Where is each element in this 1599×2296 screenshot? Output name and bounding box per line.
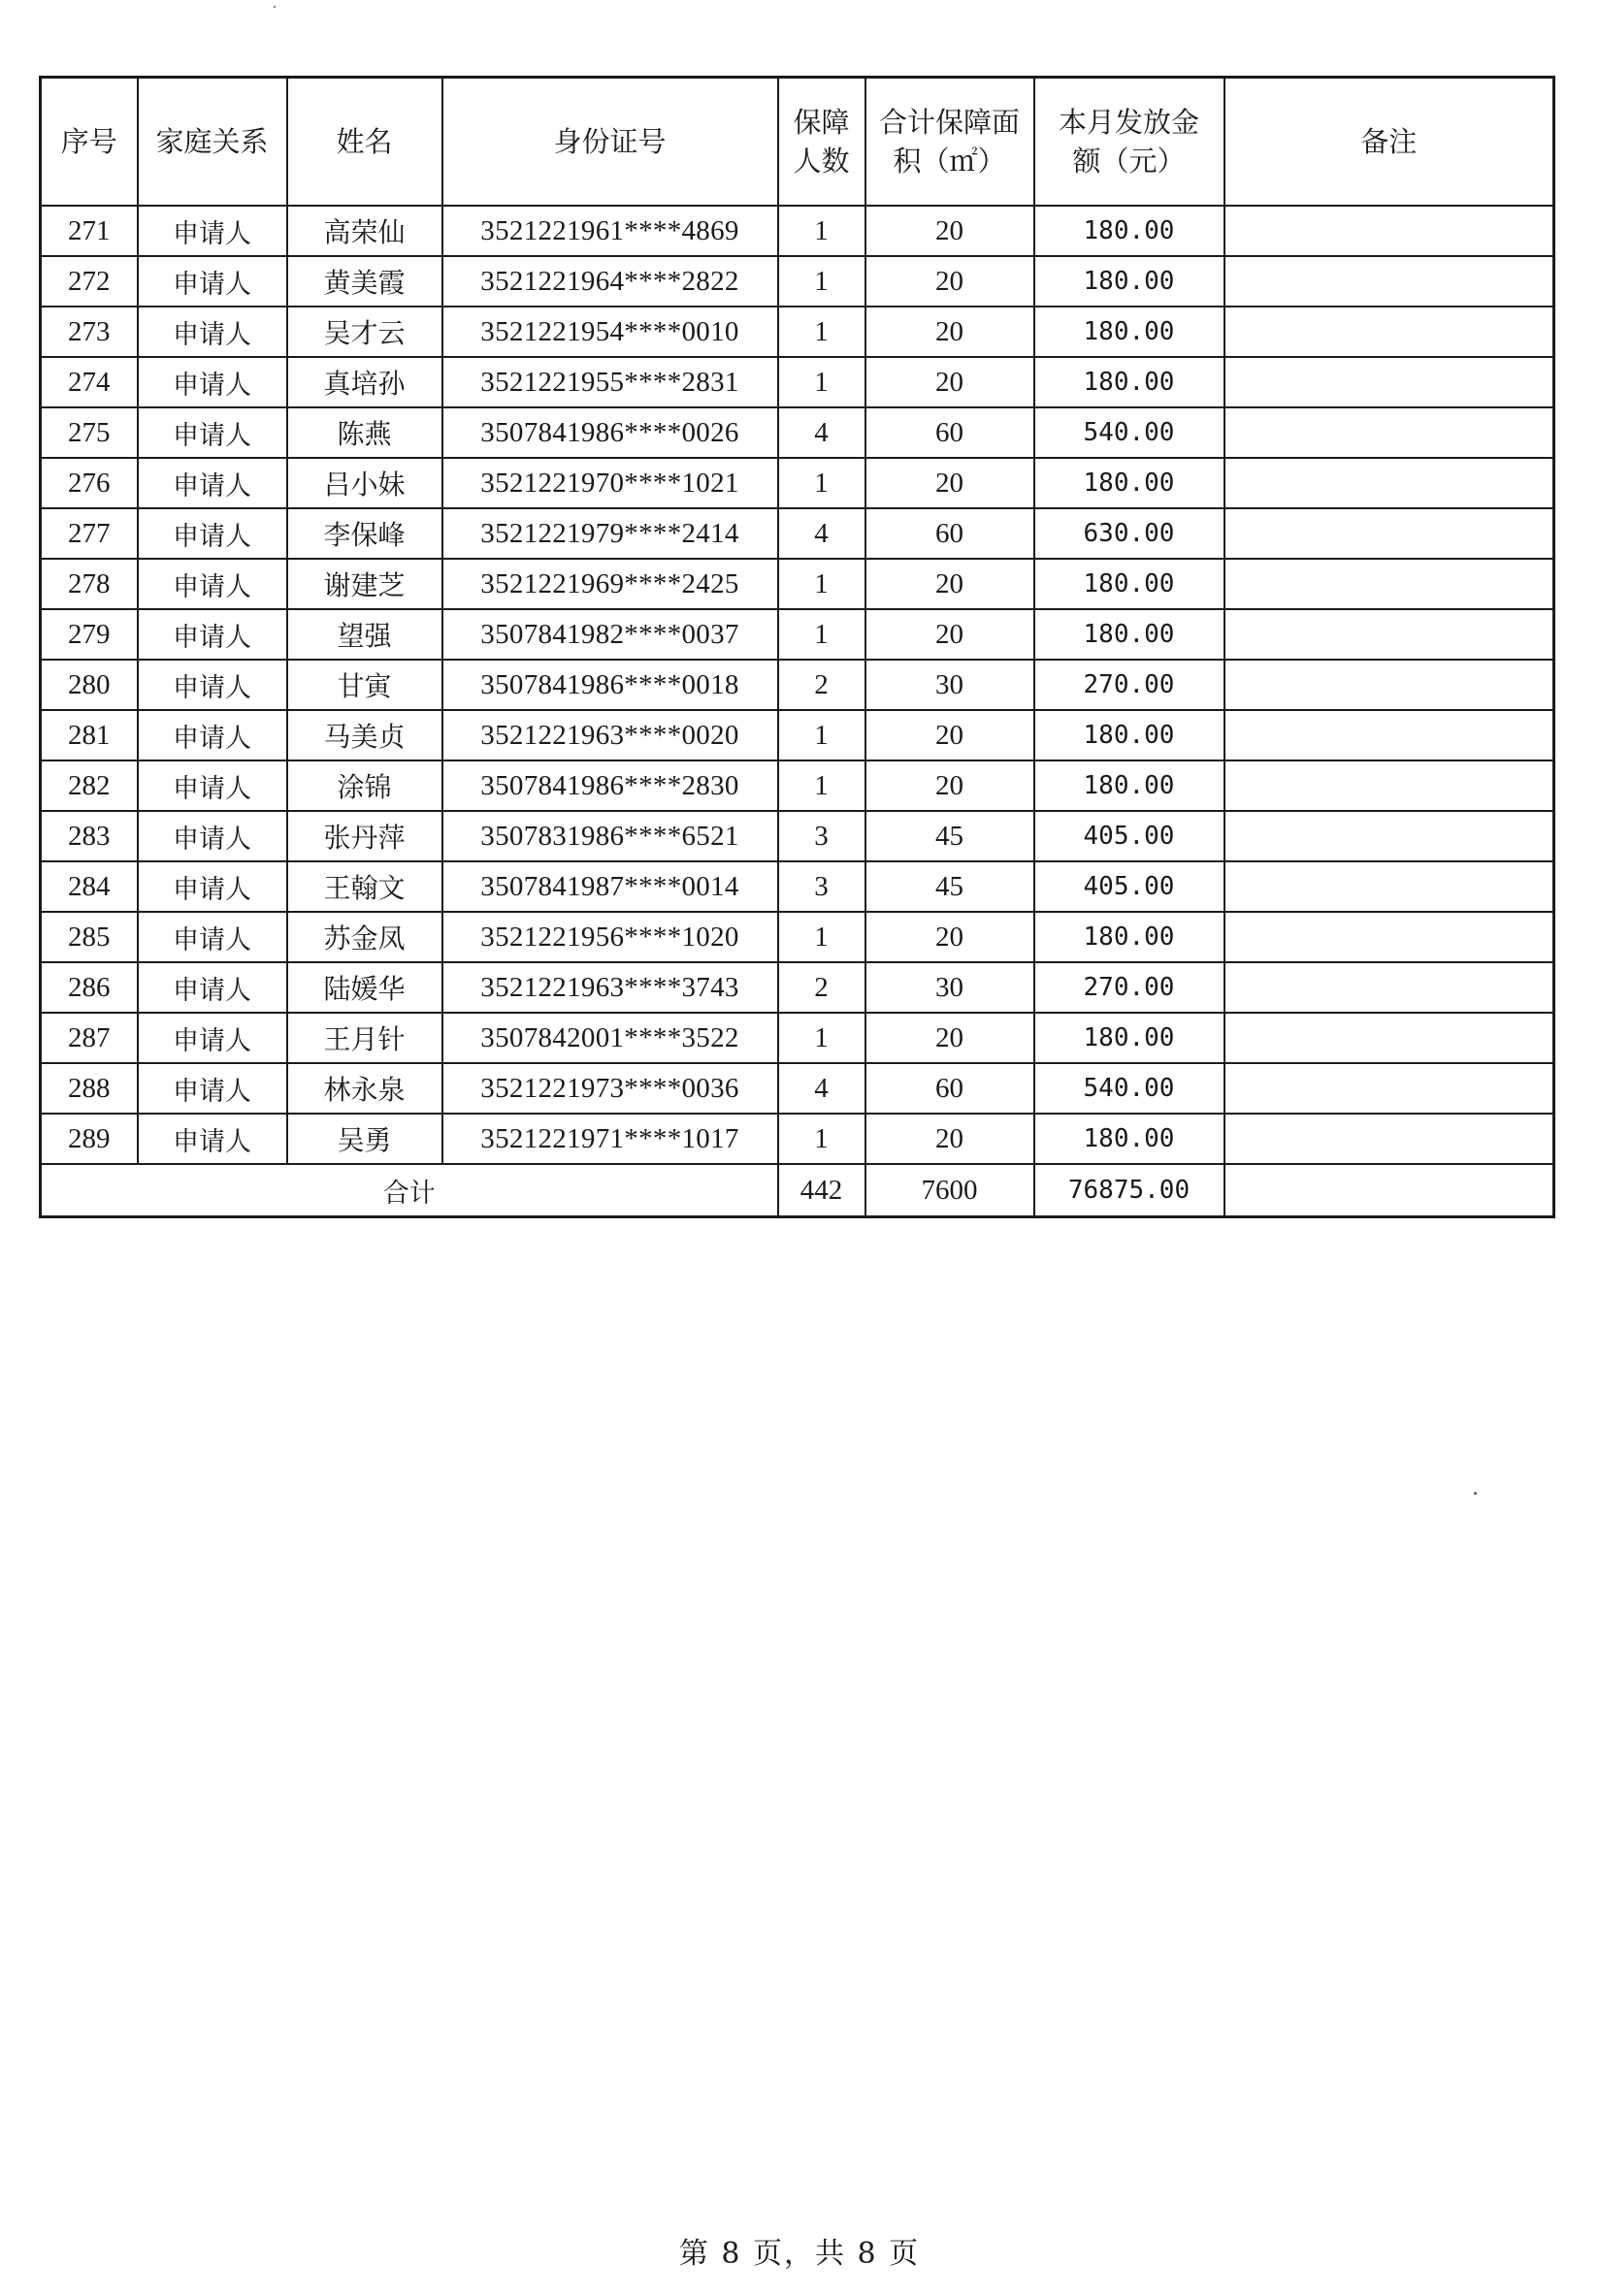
- cell-relation: 申请人: [138, 760, 287, 811]
- cell-persons: 2: [778, 660, 865, 710]
- table-row: [41, 861, 1554, 912]
- cell-id-number: 3521221979****2414: [442, 508, 778, 559]
- table-row: [41, 407, 1554, 458]
- cell-persons: 1: [778, 458, 865, 508]
- cell-relation: 申请人: [138, 559, 287, 609]
- table-row: [41, 357, 1554, 407]
- cell-seq: 286: [41, 962, 138, 1013]
- cell-relation: 申请人: [138, 609, 287, 660]
- cell-seq: 274: [41, 357, 138, 407]
- cell-persons: 3: [778, 811, 865, 861]
- cell-amount: 180.00: [1034, 458, 1224, 508]
- cell-relation: 申请人: [138, 407, 287, 458]
- cell-relation: 申请人: [138, 660, 287, 710]
- table-row: [41, 458, 1554, 508]
- cell-id-number: 3521221969****2425: [442, 559, 778, 609]
- cell-area: 20: [865, 1114, 1034, 1164]
- cell-amount: 180.00: [1034, 559, 1224, 609]
- cell-area: 20: [865, 710, 1034, 760]
- cell-amount: 180.00: [1034, 710, 1224, 760]
- allowance-table-sheet: [39, 76, 1552, 1218]
- cell-seq: 289: [41, 1114, 138, 1164]
- cell-remark: [1224, 861, 1554, 912]
- cell-seq: 273: [41, 307, 138, 357]
- cell-relation: 申请人: [138, 458, 287, 508]
- table-row: [41, 710, 1554, 760]
- cell-relation: 申请人: [138, 1063, 287, 1114]
- cell-area: 20: [865, 307, 1034, 357]
- cell-remark: [1224, 1013, 1554, 1063]
- cell-seq: 283: [41, 811, 138, 861]
- cell-amount: 270.00: [1034, 660, 1224, 710]
- cell-amount: 180.00: [1034, 206, 1224, 256]
- cell-amount: 405.00: [1034, 861, 1224, 912]
- cell-persons: 1: [778, 1114, 865, 1164]
- table-row: [41, 660, 1554, 710]
- cell-amount: 180.00: [1034, 307, 1224, 357]
- cell-seq: 280: [41, 660, 138, 710]
- cell-area: 30: [865, 962, 1034, 1013]
- table-row: [41, 1114, 1554, 1164]
- cell-id-number: 3521221955****2831: [442, 357, 778, 407]
- table-body: [41, 206, 1554, 1164]
- cell-seq: 285: [41, 912, 138, 962]
- cell-remark: [1224, 407, 1554, 458]
- cell-name: 苏金凤: [287, 912, 442, 962]
- cell-name: 陆媛华: [287, 962, 442, 1013]
- scan-speck: [274, 6, 276, 8]
- table-row: [41, 609, 1554, 660]
- cell-seq: 277: [41, 508, 138, 559]
- cell-area: 20: [865, 1013, 1034, 1063]
- cell-area: 20: [865, 357, 1034, 407]
- total-remark: [1224, 1164, 1554, 1217]
- header-area: 合计保障面积（㎡）: [865, 78, 1034, 207]
- cell-remark: [1224, 508, 1554, 559]
- cell-remark: [1224, 458, 1554, 508]
- cell-seq: 276: [41, 458, 138, 508]
- cell-name: 李保峰: [287, 508, 442, 559]
- cell-name: 吴勇: [287, 1114, 442, 1164]
- cell-relation: 申请人: [138, 912, 287, 962]
- table-row: [41, 206, 1554, 256]
- cell-area: 20: [865, 912, 1034, 962]
- cell-area: 60: [865, 1063, 1034, 1114]
- header-persons: 保障人数: [778, 78, 865, 207]
- cell-name: 马美贞: [287, 710, 442, 760]
- table-row: [41, 962, 1554, 1013]
- cell-id-number: 3507842001****3522: [442, 1013, 778, 1063]
- cell-persons: 4: [778, 1063, 865, 1114]
- cell-id-number: 3507841986****0018: [442, 660, 778, 710]
- cell-remark: [1224, 710, 1554, 760]
- page-footer: 第 8 页，共 8 页: [678, 2237, 921, 2271]
- cell-name: 吴才云: [287, 307, 442, 357]
- cell-area: 45: [865, 811, 1034, 861]
- cell-amount: 270.00: [1034, 962, 1224, 1013]
- cell-persons: 1: [778, 256, 865, 307]
- cell-area: 45: [865, 861, 1034, 912]
- cell-id-number: 3521221973****0036: [442, 1063, 778, 1114]
- total-amount: 76875.00: [1034, 1164, 1224, 1217]
- cell-relation: 申请人: [138, 1013, 287, 1063]
- cell-id-number: 3521221961****4869: [442, 206, 778, 256]
- cell-remark: [1224, 559, 1554, 609]
- cell-persons: 4: [778, 508, 865, 559]
- cell-remark: [1224, 307, 1554, 357]
- cell-relation: 申请人: [138, 206, 287, 256]
- cell-id-number: 3507831986****6521: [442, 811, 778, 861]
- cell-area: 60: [865, 407, 1034, 458]
- total-area: 7600: [865, 1164, 1034, 1217]
- cell-amount: 540.00: [1034, 1063, 1224, 1114]
- cell-amount: 180.00: [1034, 357, 1224, 407]
- cell-id-number: 3521221971****1017: [442, 1114, 778, 1164]
- cell-name: 高荣仙: [287, 206, 442, 256]
- table-row: [41, 1063, 1554, 1114]
- header-relation: 家庭关系: [138, 78, 287, 207]
- cell-name: 望强: [287, 609, 442, 660]
- cell-amount: 180.00: [1034, 609, 1224, 660]
- table-row: [41, 559, 1554, 609]
- total-persons: 442: [778, 1164, 865, 1217]
- table-row: [41, 307, 1554, 357]
- header-name: 姓名: [287, 78, 442, 207]
- cell-relation: 申请人: [138, 962, 287, 1013]
- cell-persons: 1: [778, 559, 865, 609]
- allowance-table: [39, 76, 1555, 1218]
- cell-id-number: 3521221956****1020: [442, 912, 778, 962]
- cell-id-number: 3521221963****3743: [442, 962, 778, 1013]
- header-seq: 序号: [41, 78, 138, 207]
- cell-area: 20: [865, 256, 1034, 307]
- cell-seq: 281: [41, 710, 138, 760]
- cell-persons: 1: [778, 206, 865, 256]
- cell-name: 谢建芝: [287, 559, 442, 609]
- cell-area: 20: [865, 559, 1034, 609]
- cell-amount: 630.00: [1034, 508, 1224, 559]
- cell-seq: 284: [41, 861, 138, 912]
- cell-remark: [1224, 256, 1554, 307]
- cell-seq: 279: [41, 609, 138, 660]
- cell-remark: [1224, 660, 1554, 710]
- cell-seq: 275: [41, 407, 138, 458]
- cell-persons: 2: [778, 962, 865, 1013]
- cell-area: 20: [865, 609, 1034, 660]
- cell-name: 吕小妹: [287, 458, 442, 508]
- cell-persons: 4: [778, 407, 865, 458]
- cell-relation: 申请人: [138, 710, 287, 760]
- cell-id-number: 3521221970****1021: [442, 458, 778, 508]
- cell-id-number: 3521221954****0010: [442, 307, 778, 357]
- cell-id-number: 3507841986****2830: [442, 760, 778, 811]
- cell-amount: 180.00: [1034, 912, 1224, 962]
- cell-name: 王翰文: [287, 861, 442, 912]
- cell-name: 黄美霞: [287, 256, 442, 307]
- cell-amount: 405.00: [1034, 811, 1224, 861]
- cell-remark: [1224, 962, 1554, 1013]
- cell-relation: 申请人: [138, 357, 287, 407]
- cell-seq: 278: [41, 559, 138, 609]
- cell-persons: 1: [778, 307, 865, 357]
- cell-area: 20: [865, 760, 1034, 811]
- cell-name: 王月针: [287, 1013, 442, 1063]
- table-row: [41, 811, 1554, 861]
- cell-name: 张丹萍: [287, 811, 442, 861]
- cell-seq: 288: [41, 1063, 138, 1114]
- table-row: [41, 256, 1554, 307]
- cell-id-number: 3521221964****2822: [442, 256, 778, 307]
- cell-persons: 3: [778, 861, 865, 912]
- header-id-number: 身份证号: [442, 78, 778, 207]
- cell-persons: 1: [778, 912, 865, 962]
- cell-amount: 180.00: [1034, 1013, 1224, 1063]
- cell-relation: 申请人: [138, 811, 287, 861]
- cell-amount: 180.00: [1034, 256, 1224, 307]
- cell-persons: 1: [778, 609, 865, 660]
- cell-area: 60: [865, 508, 1034, 559]
- table-row: [41, 912, 1554, 962]
- cell-remark: [1224, 609, 1554, 660]
- header-remark: 备注: [1224, 78, 1554, 207]
- cell-remark: [1224, 1063, 1554, 1114]
- cell-name: 陈燕: [287, 407, 442, 458]
- cell-remark: [1224, 760, 1554, 811]
- cell-seq: 287: [41, 1013, 138, 1063]
- cell-seq: 282: [41, 760, 138, 811]
- cell-id-number: 3507841987****0014: [442, 861, 778, 912]
- cell-relation: 申请人: [138, 508, 287, 559]
- cell-persons: 1: [778, 760, 865, 811]
- cell-id-number: 3507841982****0037: [442, 609, 778, 660]
- cell-persons: 1: [778, 1013, 865, 1063]
- cell-id-number: 3521221963****0020: [442, 710, 778, 760]
- cell-seq: 272: [41, 256, 138, 307]
- cell-remark: [1224, 912, 1554, 962]
- scan-speck: [1474, 1492, 1477, 1495]
- cell-id-number: 3507841986****0026: [442, 407, 778, 458]
- table-row: [41, 508, 1554, 559]
- cell-remark: [1224, 357, 1554, 407]
- cell-amount: 540.00: [1034, 407, 1224, 458]
- cell-relation: 申请人: [138, 861, 287, 912]
- cell-amount: 180.00: [1034, 760, 1224, 811]
- cell-area: 20: [865, 458, 1034, 508]
- header-amount: 本月发放金额（元）: [1034, 78, 1224, 207]
- cell-area: 20: [865, 206, 1034, 256]
- total-row: [41, 1164, 1554, 1217]
- cell-relation: 申请人: [138, 1114, 287, 1164]
- cell-remark: [1224, 206, 1554, 256]
- cell-name: 甘寅: [287, 660, 442, 710]
- cell-persons: 1: [778, 710, 865, 760]
- cell-remark: [1224, 811, 1554, 861]
- cell-name: 真培孙: [287, 357, 442, 407]
- total-label: 合计: [41, 1164, 778, 1217]
- cell-seq: 271: [41, 206, 138, 256]
- cell-amount: 180.00: [1034, 1114, 1224, 1164]
- table-row: [41, 1013, 1554, 1063]
- cell-area: 30: [865, 660, 1034, 710]
- cell-name: 涂锦: [287, 760, 442, 811]
- header-row: [41, 78, 1554, 207]
- cell-relation: 申请人: [138, 307, 287, 357]
- cell-name: 林永泉: [287, 1063, 442, 1114]
- cell-relation: 申请人: [138, 256, 287, 307]
- table-row: [41, 760, 1554, 811]
- cell-persons: 1: [778, 357, 865, 407]
- cell-remark: [1224, 1114, 1554, 1164]
